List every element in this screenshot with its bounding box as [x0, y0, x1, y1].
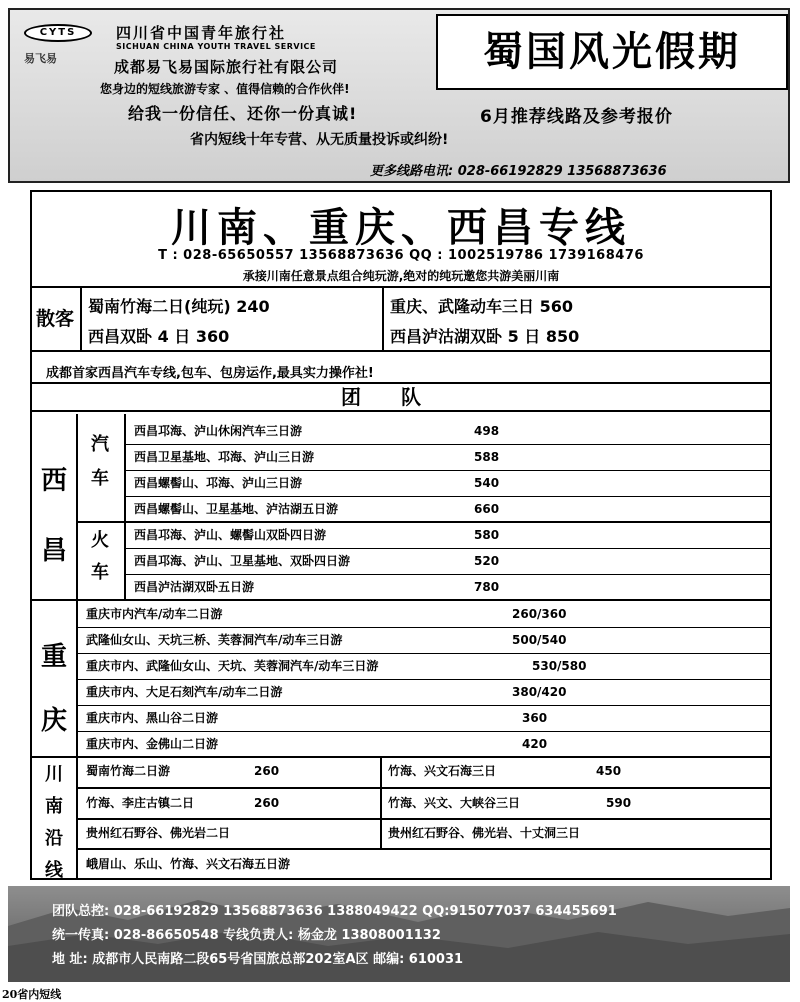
train-label: 火: [91, 530, 109, 551]
chuannan-label: 南: [45, 796, 63, 817]
chuannan-label: 线: [45, 860, 63, 881]
col-divider: [380, 758, 382, 848]
route-name: 武隆仙女山、天坑三桥、芙蓉洞汽车/动车三日游: [86, 633, 343, 647]
sanke-divider: [382, 288, 384, 350]
xichang-notice: 成都首家西昌汽车专线,包车、包房运作,最具实力操作社!: [46, 366, 374, 381]
chuannan-label: 沿: [45, 828, 63, 849]
route-name: 西昌螺髻山、邛海、泸山三日游: [134, 476, 303, 490]
footer-fax-line: 统一传真: 028-86650548 专线负责人: 杨金龙 13808001132: [52, 928, 441, 943]
table-row: [86, 851, 766, 877]
route-price: 500/540: [512, 633, 567, 647]
route-price: 450: [596, 764, 622, 778]
agency-name: 四川省中国青年旅行社: [116, 24, 287, 42]
main-intro: 承接川南任意景点组合纯玩游,绝对的纯玩邀您共游美丽川南: [242, 269, 560, 283]
route-name: 西昌邛海、泸山、卫星基地、双卧四日游: [134, 554, 351, 568]
xichang-label: 昌: [40, 536, 67, 566]
route-name: 竹海、兴文、大峡谷三日: [388, 796, 521, 810]
route-price: 660: [474, 502, 500, 516]
route-name: 竹海、李庄古镇二日: [86, 796, 195, 810]
table-row: [134, 522, 764, 548]
table-row: [86, 601, 766, 627]
col-divider: [124, 414, 126, 600]
sanke-section: [30, 286, 772, 352]
page-code: 20省内短线: [2, 988, 62, 1001]
row-divider: [78, 787, 772, 789]
route-price: 380/420: [512, 685, 567, 699]
route-price: 260: [254, 796, 280, 810]
yifeiyi-logo: 易飞易: [24, 52, 57, 65]
sanke-label: 散客: [30, 288, 82, 350]
slogan-partner: 您身边的短线旅游专家 、值得信赖的合作伙伴!: [100, 82, 350, 96]
footer-control-line: 团队总控: 028-66192829 13568873636 1388049422 QQ:915077037 634455691: [52, 904, 617, 919]
route-price: 498: [474, 424, 500, 438]
route-price: 540: [474, 476, 500, 490]
main-title: 川南、重庆、西昌专线: [171, 205, 631, 251]
route-name: 西昌邛海、泸山休闲汽车三日游: [134, 424, 303, 438]
brochure-subtitle: 6月推荐线路及参考报价: [480, 107, 673, 127]
table-row: [86, 705, 766, 731]
table-row: [134, 444, 764, 470]
table-row: [134, 418, 764, 444]
sanke-item: 西昌泸沽湖双卧 5 日 850: [390, 327, 580, 346]
chongqing-label: 庆: [40, 706, 67, 736]
train-label: 车: [91, 562, 109, 583]
route-name: 西昌泸沽湖双卧五日游: [134, 580, 255, 594]
table-row: [86, 731, 766, 757]
header: [8, 8, 790, 183]
route-name: 西昌邛海、泸山、螺髻山双卧四日游: [134, 528, 327, 542]
route-price: 420: [522, 737, 548, 751]
agency-name-en: SICHUAN CHINA YOUTH TRAVEL SERVICE: [116, 42, 316, 51]
chuannan-label: 川: [45, 764, 63, 785]
car-label: 汽: [91, 434, 109, 455]
chongqing-label: 重: [40, 642, 67, 672]
slogan-quality: 省内短线十年专营、从无质量投诉或纠纷!: [190, 132, 449, 148]
route-price: 520: [474, 554, 500, 568]
table-row: [86, 653, 766, 679]
route-price: 260/360: [512, 607, 567, 621]
route-price: 580: [474, 528, 500, 542]
route-name: 西昌螺髻山、卫星基地、泸沽湖五日游: [134, 502, 339, 516]
xichang-label: 西: [40, 466, 67, 496]
footer: [8, 886, 790, 982]
table-row: [86, 627, 766, 653]
hotline: 更多线路电讯: 028-66192829 13568873636: [370, 164, 667, 179]
cyts-logo: CYTS: [24, 24, 92, 42]
route-price: 360: [522, 711, 548, 725]
route-name: 西昌卫星基地、邛海、泸山三日游: [134, 450, 315, 464]
route-name: 重庆市内、黑山谷二日游: [86, 711, 219, 725]
route-name: 贵州红石野谷、佛光岩二日: [86, 826, 231, 840]
table-row: [86, 679, 766, 705]
table-row: [134, 470, 764, 496]
route-price: 588: [474, 450, 500, 464]
row-divider: [78, 848, 772, 850]
table-row: [134, 548, 764, 574]
table-row: [134, 496, 764, 522]
brochure-title: 蜀国风光假期: [436, 14, 788, 90]
sanke-item: 西昌双卧 4 日 360: [88, 327, 230, 346]
route-price: 260: [254, 764, 280, 778]
team-heading: 团队: [30, 382, 772, 412]
route-name: 重庆市内、金佛山二日游: [86, 737, 219, 751]
sanke-item: 蜀南竹海二日(纯玩) 240: [88, 297, 270, 316]
table-row: [86, 820, 376, 846]
route-price: 530/580: [532, 659, 587, 673]
main-box: [30, 190, 772, 880]
company-name: 成都易飞易国际旅行社有限公司: [114, 58, 339, 76]
route-name: 蜀南竹海二日游: [86, 764, 171, 778]
car-label: 车: [91, 468, 109, 489]
route-name: 贵州红石野谷、佛光岩、十丈洞三日: [388, 826, 581, 840]
table-row: [134, 574, 764, 600]
table-row: [388, 758, 768, 784]
route-name: 重庆市内、大足石刻汽车/动车二日游: [86, 685, 283, 699]
route-price: 780: [474, 580, 500, 594]
table-row: [388, 790, 768, 816]
route-price: 590: [606, 796, 632, 810]
route-name: 峨眉山、乐山、竹海、兴文石海五日游: [86, 857, 291, 871]
slogan-trust: 给我一份信任、还你一份真诚!: [128, 104, 358, 123]
table-row: [86, 790, 376, 816]
table-row: [86, 758, 376, 784]
main-contact: T : 028-65650557 13568873636 QQ : 1002519786 1739168476: [158, 248, 644, 263]
table-row: [388, 820, 768, 846]
sanke-item: 重庆、武隆动车三日 560: [390, 297, 573, 316]
route-name: 竹海、兴文石海三日: [388, 764, 497, 778]
footer-address-line: 地 址: 成都市人民南路二段65号省国旅总部202室A区 邮编: 610031: [52, 952, 464, 967]
route-name: 重庆市内、武隆仙女山、天坑、芙蓉洞汽车/动车三日游: [86, 659, 379, 673]
route-name: 重庆市内汽车/动车二日游: [86, 607, 223, 621]
